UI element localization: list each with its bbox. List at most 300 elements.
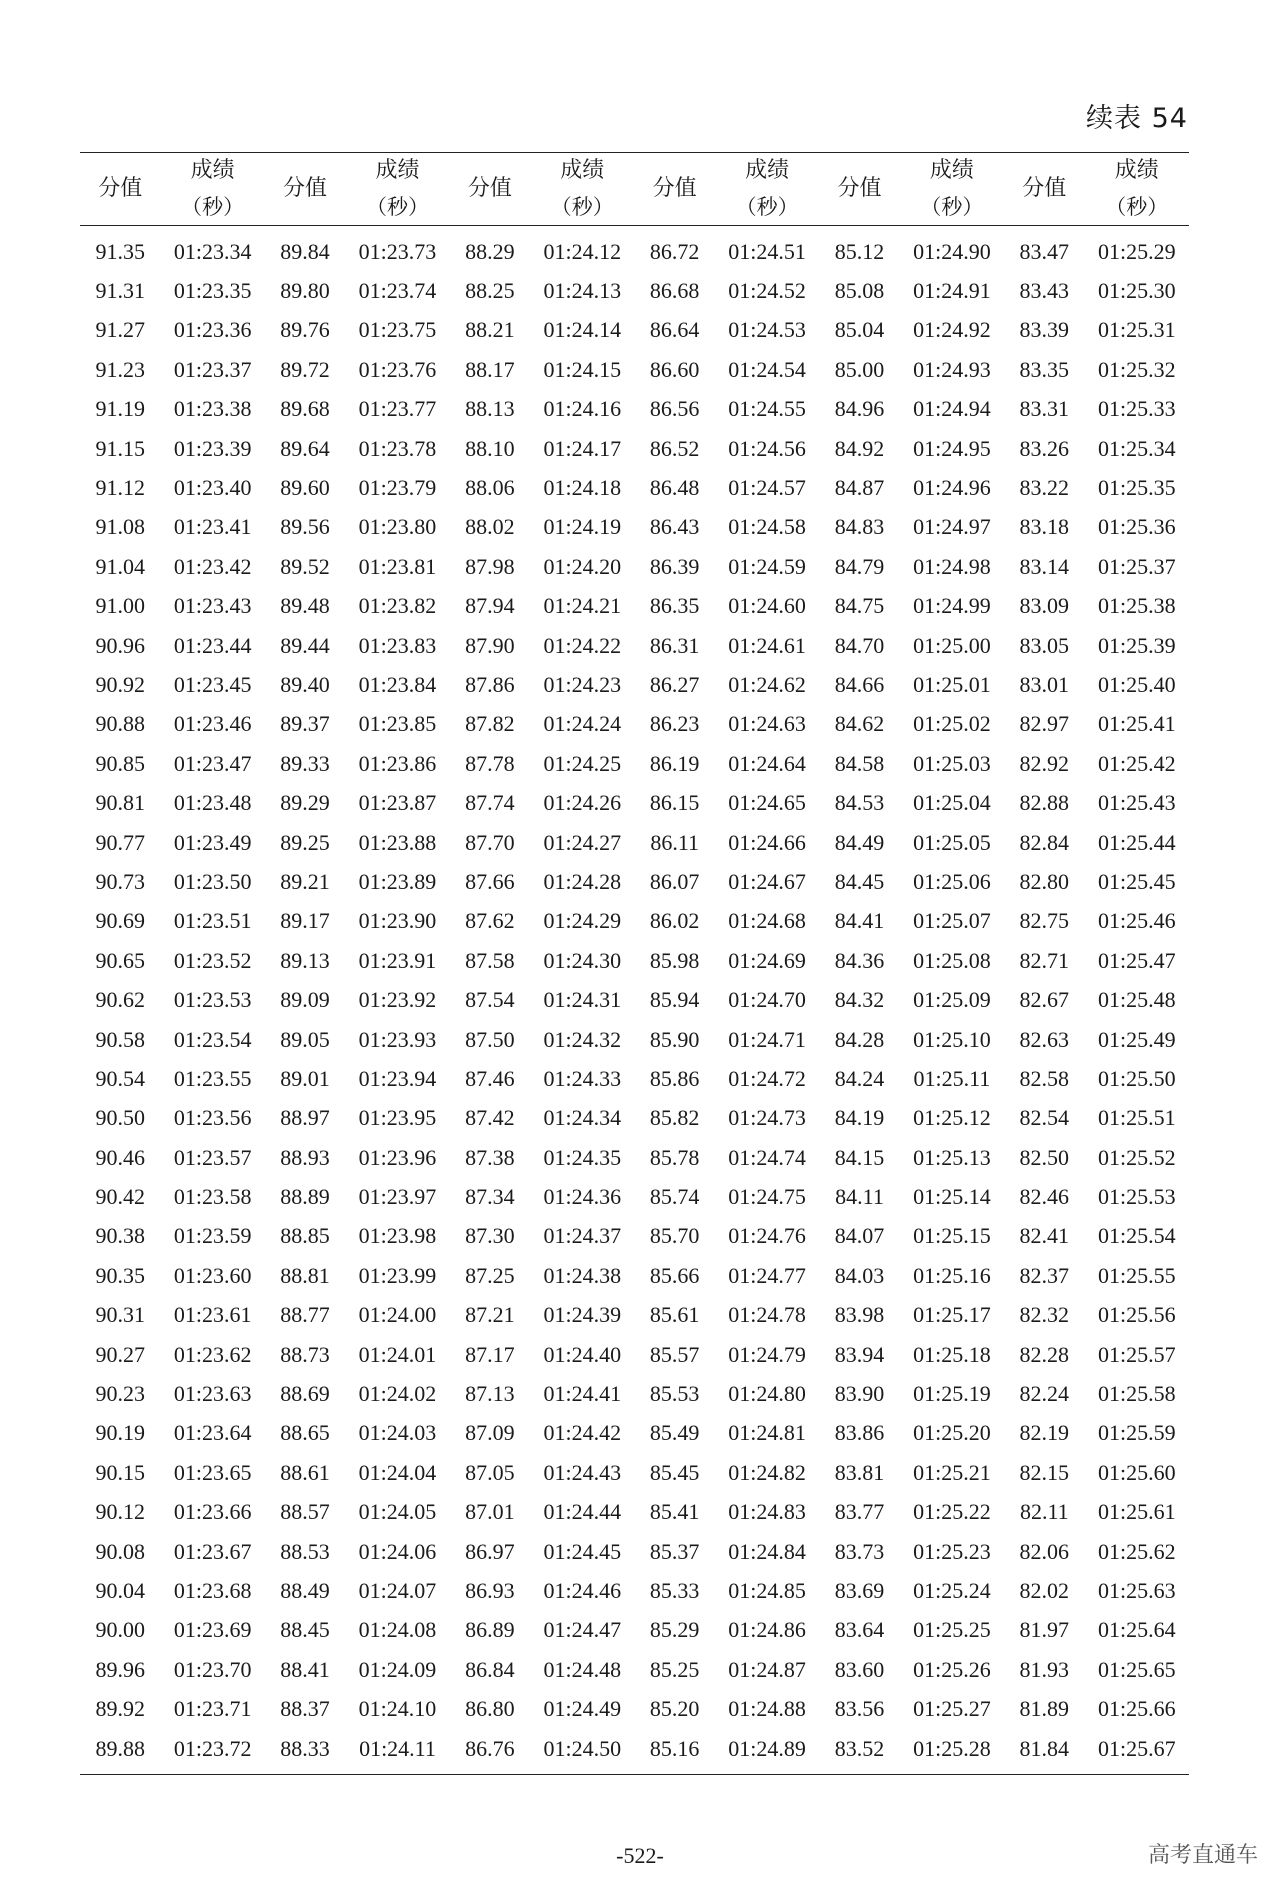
score-cell: 82.32 <box>1019 1302 1070 1328</box>
time-cell: 01:24.31 <box>543 987 622 1013</box>
table-row <box>80 1217 1189 1256</box>
table-row <box>80 862 1189 901</box>
score-cell: 90.50 <box>95 1105 145 1131</box>
score-cell: 88.53 <box>280 1538 330 1564</box>
score-cell: 85.82 <box>649 1105 700 1131</box>
time-cell: 01:23.59 <box>173 1223 252 1249</box>
score-cell: 82.06 <box>1019 1538 1070 1564</box>
time-cell: 01:25.45 <box>1097 868 1176 894</box>
score-cell: 82.97 <box>1019 711 1070 737</box>
score-cell: 86.27 <box>649 671 700 697</box>
time-cell: 01:23.86 <box>358 750 437 776</box>
score-cell: 89.72 <box>280 356 330 382</box>
score-cell: 87.13 <box>465 1381 515 1407</box>
time-cell: 01:24.52 <box>728 278 806 304</box>
score-cell: 87.70 <box>465 829 515 855</box>
score-cell: 85.74 <box>649 1184 700 1210</box>
score-cell: 89.56 <box>280 514 330 540</box>
time-cell: 01:23.77 <box>358 396 437 422</box>
score-cell: 84.79 <box>834 553 885 579</box>
score-cell: 87.09 <box>465 1420 515 1446</box>
time-cell: 01:25.29 <box>1097 238 1176 264</box>
time-cell: 01:25.44 <box>1097 829 1176 855</box>
score-cell: 83.31 <box>1019 396 1070 422</box>
score-cell: 90.92 <box>95 671 145 697</box>
header-score <box>1004 153 1084 226</box>
score-cell: 87.74 <box>465 790 515 816</box>
time-cell: 01:25.31 <box>1097 317 1176 343</box>
time-cell: 01:24.68 <box>728 908 806 934</box>
table-row <box>80 1296 1189 1335</box>
table-row <box>80 783 1189 822</box>
score-cell: 83.69 <box>834 1577 885 1603</box>
score-cell: 88.10 <box>465 435 515 461</box>
score-cell: 88.37 <box>280 1696 330 1722</box>
score-cell: 82.58 <box>1019 1065 1070 1091</box>
time-cell: 01:25.40 <box>1097 671 1176 697</box>
time-cell: 01:24.02 <box>358 1381 437 1407</box>
score-cell: 86.31 <box>649 632 700 658</box>
time-cell: 01:23.76 <box>358 356 437 382</box>
time-cell: 01:25.56 <box>1097 1302 1176 1328</box>
score-cell: 90.65 <box>95 947 145 973</box>
time-cell: 01:25.13 <box>913 1144 991 1170</box>
score-cell: 88.21 <box>465 317 515 343</box>
score-cell: 84.96 <box>834 396 885 422</box>
time-cell: 01:24.45 <box>543 1538 622 1564</box>
table-row <box>80 226 1189 272</box>
time-cell: 01:23.96 <box>358 1144 437 1170</box>
score-cell: 85.41 <box>649 1499 700 1525</box>
time-cell: 01:23.92 <box>358 987 437 1013</box>
score-cell: 91.35 <box>95 238 145 264</box>
score-cell: 87.50 <box>465 1026 515 1052</box>
time-cell: 01:23.61 <box>173 1302 252 1328</box>
time-cell: 01:24.62 <box>728 671 806 697</box>
header-time <box>715 153 819 226</box>
header-score <box>450 153 530 226</box>
time-cell: 01:25.11 <box>913 1065 991 1091</box>
header-label: 成绩 <box>375 158 420 183</box>
time-cell: 01:24.53 <box>728 317 806 343</box>
time-cell: 01:23.79 <box>358 475 437 501</box>
score-cell: 86.72 <box>649 238 700 264</box>
score-cell: 89.09 <box>280 987 330 1013</box>
score-cell: 83.18 <box>1019 514 1070 540</box>
score-cell: 88.17 <box>465 356 515 382</box>
score-cell: 91.23 <box>95 356 145 382</box>
time-cell: 01:23.80 <box>358 514 437 540</box>
score-cell: 82.15 <box>1019 1459 1070 1485</box>
time-cell: 01:24.01 <box>358 1341 437 1367</box>
score-cell: 82.75 <box>1019 908 1070 934</box>
score-cell: 86.48 <box>649 475 700 501</box>
score-cell: 86.80 <box>465 1696 515 1722</box>
time-cell: 01:23.43 <box>173 593 252 619</box>
time-cell: 01:25.41 <box>1097 711 1176 737</box>
score-cell: 86.56 <box>649 396 700 422</box>
score-cell: 85.08 <box>834 278 885 304</box>
time-cell: 01:25.37 <box>1097 553 1176 579</box>
time-cell: 01:23.63 <box>173 1381 252 1407</box>
time-cell: 01:25.20 <box>913 1420 991 1446</box>
score-cell: 86.35 <box>649 593 700 619</box>
time-cell: 01:25.19 <box>913 1381 991 1407</box>
score-cell: 88.61 <box>280 1459 330 1485</box>
time-cell: 01:25.08 <box>913 947 991 973</box>
time-cell: 01:23.90 <box>358 908 437 934</box>
time-cell: 01:24.89 <box>728 1735 806 1761</box>
time-cell: 01:23.66 <box>173 1499 252 1525</box>
score-cell: 86.19 <box>649 750 700 776</box>
time-cell: 01:25.12 <box>913 1105 991 1131</box>
time-cell: 01:23.91 <box>358 947 437 973</box>
table-row <box>80 468 1189 507</box>
time-cell: 01:25.10 <box>913 1026 991 1052</box>
time-cell: 01:24.46 <box>543 1577 622 1603</box>
header-row <box>80 153 1189 226</box>
time-cell: 01:25.04 <box>913 790 991 816</box>
score-cell: 81.84 <box>1019 1735 1070 1761</box>
score-cell: 82.28 <box>1019 1341 1070 1367</box>
score-cell: 89.84 <box>280 238 330 264</box>
score-cell: 85.45 <box>649 1459 700 1485</box>
time-cell: 01:24.15 <box>543 356 622 382</box>
time-cell: 01:23.46 <box>173 711 252 737</box>
score-cell: 83.98 <box>834 1302 885 1328</box>
score-cell: 88.85 <box>280 1223 330 1249</box>
header-unit: （秒） <box>920 195 984 219</box>
table-row <box>80 705 1189 744</box>
score-cell: 84.15 <box>834 1144 885 1170</box>
score-cell: 85.37 <box>649 1538 700 1564</box>
time-cell: 01:24.22 <box>543 632 622 658</box>
time-cell: 01:24.73 <box>728 1105 806 1131</box>
time-cell: 01:23.71 <box>173 1696 252 1722</box>
time-cell: 01:23.88 <box>358 829 437 855</box>
score-cell: 88.45 <box>280 1617 330 1643</box>
score-cell: 83.94 <box>834 1341 885 1367</box>
score-cell: 89.60 <box>280 475 330 501</box>
time-cell: 01:25.28 <box>913 1735 991 1761</box>
score-cell: 88.73 <box>280 1341 330 1367</box>
header-score <box>634 153 714 226</box>
time-cell: 01:25.07 <box>913 908 991 934</box>
score-cell: 85.70 <box>649 1223 700 1249</box>
page-number: -522- <box>616 1843 664 1868</box>
score-cell: 85.66 <box>649 1262 700 1288</box>
time-cell: 01:23.75 <box>358 317 437 343</box>
time-cell: 01:23.53 <box>173 987 252 1013</box>
time-cell: 01:24.49 <box>543 1696 622 1722</box>
time-cell: 01:24.90 <box>913 238 991 264</box>
score-cell: 89.40 <box>280 671 330 697</box>
time-cell: 01:24.70 <box>728 987 806 1013</box>
score-cell: 83.26 <box>1019 435 1070 461</box>
time-cell: 01:25.32 <box>1097 356 1176 382</box>
time-cell: 01:24.05 <box>358 1499 437 1525</box>
time-cell: 01:25.58 <box>1097 1381 1176 1407</box>
header-label: 分值 <box>837 176 882 201</box>
score-cell: 86.11 <box>650 829 700 855</box>
score-cell: 87.62 <box>465 908 515 934</box>
time-cell: 01:24.44 <box>543 1499 622 1525</box>
time-cell: 01:25.54 <box>1097 1223 1176 1249</box>
score-cell: 82.37 <box>1019 1262 1070 1288</box>
time-cell: 01:25.48 <box>1097 987 1176 1013</box>
score-cell: 87.86 <box>465 671 515 697</box>
score-cell: 85.78 <box>649 1144 700 1170</box>
score-cell: 87.25 <box>465 1262 515 1288</box>
score-cell: 86.97 <box>465 1538 515 1564</box>
score-cell: 81.89 <box>1019 1696 1070 1722</box>
time-cell: 01:24.82 <box>728 1459 806 1485</box>
time-cell: 01:24.32 <box>543 1026 622 1052</box>
score-cell: 88.02 <box>465 514 515 540</box>
score-cell: 84.66 <box>834 671 885 697</box>
time-cell: 01:25.55 <box>1097 1262 1176 1288</box>
time-cell: 01:24.81 <box>728 1420 806 1446</box>
time-cell: 01:24.88 <box>728 1696 806 1722</box>
table-row <box>80 626 1189 665</box>
time-cell: 01:25.66 <box>1097 1696 1176 1722</box>
time-cell: 01:25.02 <box>913 711 991 737</box>
table-row <box>80 350 1189 389</box>
score-table <box>80 152 1189 1775</box>
time-cell: 01:23.89 <box>358 868 437 894</box>
score-cell: 90.38 <box>95 1223 145 1249</box>
time-cell: 01:23.67 <box>173 1538 252 1564</box>
header-time <box>530 153 634 226</box>
table-body <box>80 226 1189 1775</box>
score-cell: 85.90 <box>649 1026 700 1052</box>
time-cell: 01:23.87 <box>358 790 437 816</box>
score-cell: 82.67 <box>1019 987 1070 1013</box>
time-cell: 01:23.37 <box>173 356 252 382</box>
score-cell: 87.78 <box>465 750 515 776</box>
score-cell: 90.15 <box>95 1459 145 1485</box>
score-cell: 90.00 <box>95 1617 145 1643</box>
time-cell: 01:23.70 <box>173 1656 252 1682</box>
time-cell: 01:24.19 <box>543 514 622 540</box>
header-unit: （秒） <box>1105 195 1169 219</box>
score-cell: 90.81 <box>95 790 145 816</box>
time-cell: 01:25.38 <box>1097 593 1176 619</box>
score-cell: 89.21 <box>280 868 330 894</box>
time-cell: 01:23.57 <box>173 1144 252 1170</box>
score-cell: 82.88 <box>1019 790 1070 816</box>
time-cell: 01:24.79 <box>728 1341 806 1367</box>
table-row <box>80 1650 1189 1689</box>
time-cell: 01:25.36 <box>1097 514 1176 540</box>
time-cell: 01:25.46 <box>1097 908 1176 934</box>
score-cell: 86.64 <box>649 317 700 343</box>
time-cell: 01:25.60 <box>1097 1459 1176 1485</box>
table-row <box>80 1020 1189 1059</box>
score-cell: 83.81 <box>834 1459 885 1485</box>
score-cell: 89.37 <box>280 711 330 737</box>
table-row <box>80 311 1189 350</box>
score-cell: 90.88 <box>95 711 145 737</box>
header-time <box>345 153 449 226</box>
table-row <box>80 1453 1189 1492</box>
time-cell: 01:24.42 <box>543 1420 622 1446</box>
time-cell: 01:24.97 <box>913 514 991 540</box>
score-cell: 85.20 <box>649 1696 700 1722</box>
time-cell: 01:24.95 <box>913 435 991 461</box>
header-label: 成绩 <box>1114 158 1159 183</box>
score-cell: 86.39 <box>649 553 700 579</box>
score-cell: 90.27 <box>95 1341 145 1367</box>
score-cell: 85.53 <box>649 1381 700 1407</box>
score-cell: 88.29 <box>465 238 515 264</box>
score-cell: 83.43 <box>1019 278 1070 304</box>
time-cell: 01:24.14 <box>543 317 622 343</box>
score-cell: 83.09 <box>1019 593 1070 619</box>
score-cell: 83.05 <box>1019 632 1070 658</box>
header-unit: （秒） <box>735 195 799 219</box>
time-cell: 01:24.57 <box>728 475 806 501</box>
time-cell: 01:25.47 <box>1097 947 1176 973</box>
score-cell: 89.52 <box>280 553 330 579</box>
score-table-container <box>80 152 1189 1775</box>
score-cell: 91.15 <box>95 435 145 461</box>
score-cell: 84.58 <box>834 750 885 776</box>
score-cell: 83.01 <box>1019 671 1070 697</box>
time-cell: 01:23.42 <box>173 553 252 579</box>
table-row <box>80 1532 1189 1571</box>
score-cell: 91.19 <box>95 396 145 422</box>
time-cell: 01:24.78 <box>728 1302 806 1328</box>
time-cell: 01:24.80 <box>728 1381 806 1407</box>
score-cell: 86.52 <box>649 435 700 461</box>
time-cell: 01:25.03 <box>913 750 991 776</box>
time-cell: 01:23.65 <box>173 1459 252 1485</box>
time-cell: 01:24.50 <box>543 1735 622 1761</box>
score-cell: 88.49 <box>280 1577 330 1603</box>
time-cell: 01:24.29 <box>543 908 622 934</box>
score-cell: 89.68 <box>280 396 330 422</box>
score-cell: 91.12 <box>95 475 145 501</box>
score-cell: 87.30 <box>465 1223 515 1249</box>
score-cell: 86.60 <box>649 356 700 382</box>
table-row <box>80 587 1189 626</box>
table-row <box>80 1335 1189 1374</box>
time-cell: 01:24.77 <box>728 1262 806 1288</box>
score-cell: 90.73 <box>95 868 145 894</box>
score-cell: 91.31 <box>95 278 145 304</box>
time-cell: 01:24.09 <box>358 1656 437 1682</box>
score-cell: 89.64 <box>280 435 330 461</box>
score-cell: 84.24 <box>834 1065 885 1091</box>
score-cell: 81.93 <box>1019 1656 1070 1682</box>
score-cell: 86.43 <box>649 514 700 540</box>
time-cell: 01:24.10 <box>358 1696 437 1722</box>
time-cell: 01:25.57 <box>1097 1341 1176 1367</box>
score-cell: 86.84 <box>465 1656 515 1682</box>
time-cell: 01:25.06 <box>913 868 991 894</box>
time-cell: 01:23.68 <box>173 1577 252 1603</box>
time-cell: 01:24.20 <box>543 553 622 579</box>
time-cell: 01:25.26 <box>913 1656 991 1682</box>
score-cell: 86.07 <box>649 868 700 894</box>
score-cell: 83.52 <box>834 1735 885 1761</box>
header-label: 分值 <box>1022 176 1067 201</box>
time-cell: 01:23.72 <box>173 1735 252 1761</box>
time-cell: 01:25.50 <box>1097 1065 1176 1091</box>
time-cell: 01:24.74 <box>728 1144 806 1170</box>
time-cell: 01:25.18 <box>913 1341 991 1367</box>
score-cell: 86.76 <box>465 1735 515 1761</box>
time-cell: 01:24.83 <box>728 1499 806 1525</box>
score-cell: 84.45 <box>834 868 885 894</box>
table-row <box>80 1099 1189 1138</box>
table-row <box>80 1689 1189 1728</box>
score-cell: 90.23 <box>95 1381 145 1407</box>
score-cell: 86.15 <box>649 790 700 816</box>
score-cell: 82.41 <box>1019 1223 1070 1249</box>
score-cell: 82.84 <box>1019 829 1070 855</box>
table-row <box>80 1256 1189 1295</box>
time-cell: 01:25.33 <box>1097 396 1176 422</box>
time-cell: 01:25.09 <box>913 987 991 1013</box>
time-cell: 01:24.98 <box>913 553 991 579</box>
time-cell: 01:24.03 <box>358 1420 437 1446</box>
table-header <box>80 153 1189 226</box>
score-cell: 89.33 <box>280 750 330 776</box>
table-row <box>80 271 1189 310</box>
table-row <box>80 665 1189 704</box>
time-cell: 01:24.43 <box>543 1459 622 1485</box>
score-cell: 89.92 <box>95 1696 145 1722</box>
time-cell: 01:23.38 <box>173 396 252 422</box>
time-cell: 01:25.51 <box>1097 1105 1176 1131</box>
time-cell: 01:24.71 <box>728 1026 806 1052</box>
score-cell: 82.19 <box>1019 1420 1070 1446</box>
score-cell: 84.36 <box>834 947 885 973</box>
time-cell: 01:23.34 <box>173 238 252 264</box>
time-cell: 01:24.54 <box>728 356 806 382</box>
score-cell: 88.93 <box>280 1144 330 1170</box>
header-score <box>80 153 160 226</box>
score-cell: 83.77 <box>834 1499 885 1525</box>
score-cell: 91.00 <box>95 593 145 619</box>
time-cell: 01:25.27 <box>913 1696 991 1722</box>
time-cell: 01:24.75 <box>728 1184 806 1210</box>
score-cell: 82.71 <box>1019 947 1070 973</box>
score-cell: 90.31 <box>95 1302 145 1328</box>
score-cell: 89.44 <box>280 632 330 658</box>
time-cell: 01:24.36 <box>543 1184 622 1210</box>
time-cell: 01:23.35 <box>173 278 252 304</box>
score-cell: 85.25 <box>649 1656 700 1682</box>
header-unit: （秒） <box>365 195 429 219</box>
table-row <box>80 390 1189 429</box>
time-cell: 01:24.99 <box>913 593 991 619</box>
score-cell: 90.12 <box>95 1499 145 1525</box>
score-cell: 83.86 <box>834 1420 885 1446</box>
time-cell: 01:24.72 <box>728 1065 806 1091</box>
score-cell: 83.56 <box>834 1696 885 1722</box>
score-cell: 89.88 <box>95 1735 145 1761</box>
score-cell: 82.54 <box>1019 1105 1070 1131</box>
score-cell: 88.77 <box>280 1302 330 1328</box>
time-cell: 01:24.66 <box>728 829 806 855</box>
score-cell: 90.58 <box>95 1026 145 1052</box>
time-cell: 01:25.61 <box>1097 1499 1176 1525</box>
time-cell: 01:24.08 <box>358 1617 437 1643</box>
score-cell: 88.69 <box>280 1381 330 1407</box>
